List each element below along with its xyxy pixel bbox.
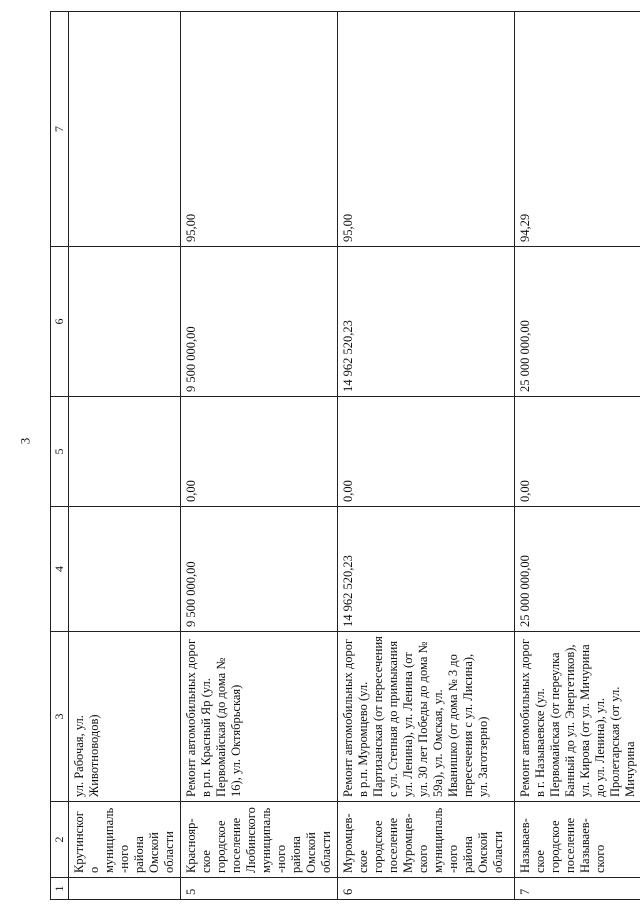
row-number: 6 [338,878,515,900]
municipality-name: Называев-ское городское поселение Называев-ского [515,802,640,878]
amount-total: 14 962 520,23 [338,507,515,632]
municipality-name: Крутинского муниципаль-ного района Омской области [69,802,181,878]
project-description: Ремонт автомобильных дорог в г. Называевске (ул. Первомайская (от переулка Банный до ул. Энергетиков), ул. Кирова (от ул. Мичурина до ул. Ленина), ул. Пролетарская (от ул. Мичурина [515,632,640,802]
amount-col6: 25 000 000,00 [515,247,640,397]
amount-col5 [69,397,181,507]
col-header-1: 1 [51,878,69,900]
percent-col7: 95,00 [181,12,338,247]
col-header-4: 4 [51,507,69,632]
table-row [338,12,515,900]
project-description: Ремонт автомобильных дорог в р.п. Красный Яр (ул. Первомайская (до дома № 16), ул. Октябрьская) [181,632,338,802]
col-header-3: 3 [51,632,69,802]
col-header-5: 5 [51,397,69,507]
page-number: 3 [17,437,33,445]
project-description: ул. Рабочая, ул. Животноводов) [69,632,181,802]
amount-col5: 0,00 [515,397,640,507]
amount-total: 9 500 000,00 [181,507,338,632]
row-number: 5 [181,878,338,900]
budget-table [50,11,640,900]
percent-col7 [69,12,181,247]
row-number: 7 [515,878,640,900]
header-row [51,12,69,900]
col-header-7: 7 [51,12,69,247]
document-area [50,12,637,900]
table-row [181,12,338,900]
percent-col7: 94,29 [515,12,640,247]
amount-total [69,507,181,632]
project-description: Ремонт автомобильных дорог в р.п. Муромцево (ул. Партизанская (от пересечения с ул. Степная до примыкания ул. Ленина), ул. Ленина (от ул. 30 лет Победы до дома № 59а), ул. Омская, ул. Иванишко (от дома № 3 до пересечения с ул. Лисина), ул. Заготзерно) [338,632,515,802]
amount-col5: 0,00 [338,397,515,507]
amount-col6 [69,247,181,397]
amount-col6: 14 962 520,23 [338,247,515,397]
percent-col7: 95,00 [338,12,515,247]
amount-col6: 9 500 000,00 [181,247,338,397]
amount-col5: 0,00 [181,397,338,507]
municipality-name: Краснояр-ское городское поселение Любинского муниципаль-ного района Омской области [181,802,338,878]
municipality-name: Муромцев-ское городское поселение Муромцев-ского муниципаль-ного района Омской области [338,802,515,878]
col-header-6: 6 [51,247,69,397]
table-row [69,12,181,900]
table-row [515,12,640,900]
amount-total: 25 000 000,00 [515,507,640,632]
row-number [69,878,181,900]
rotated-table-container [50,12,637,900]
col-header-2: 2 [51,802,69,878]
